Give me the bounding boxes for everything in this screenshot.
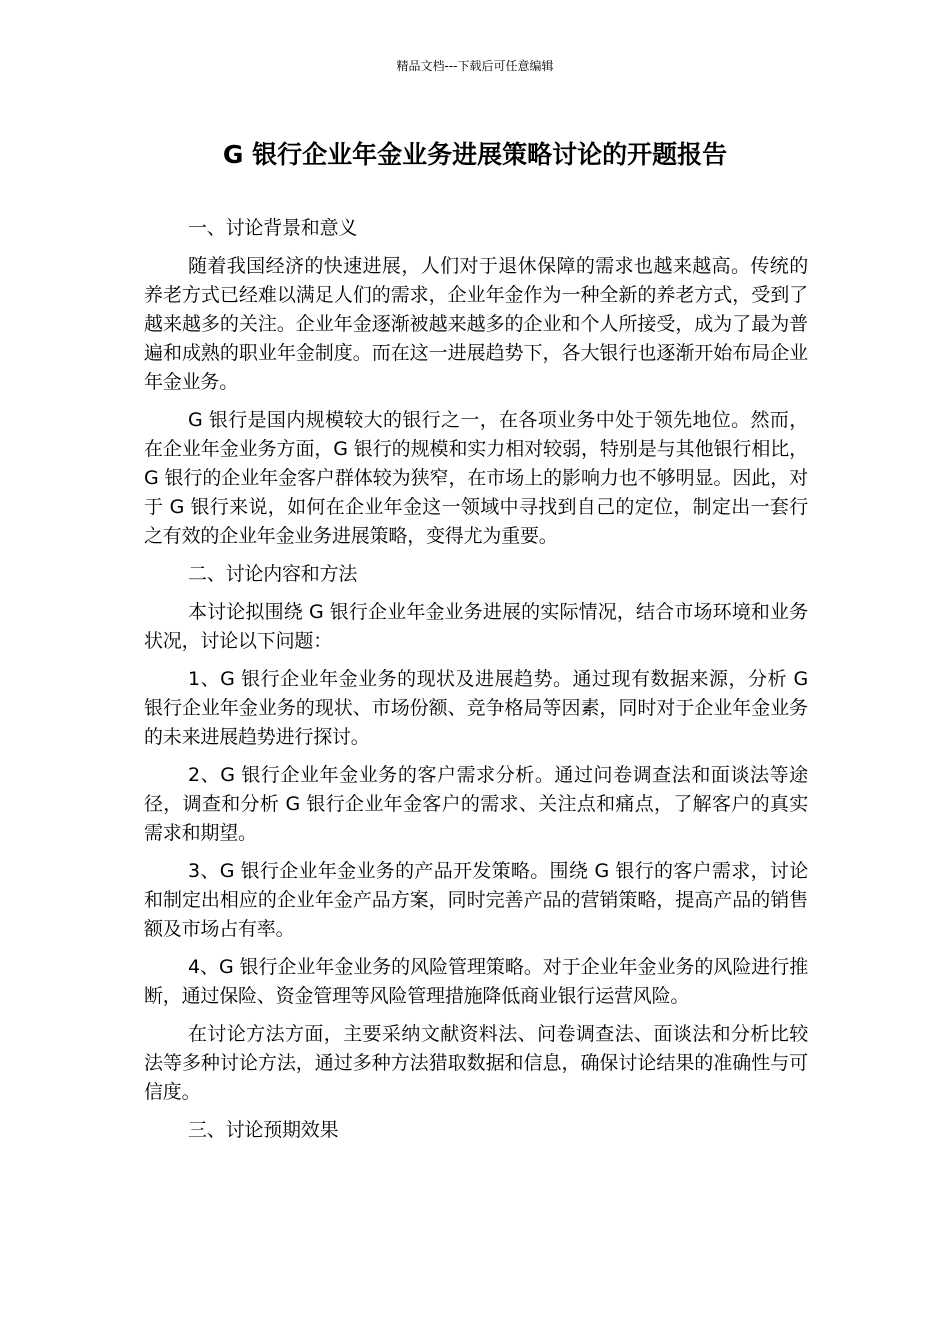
list-item-4: 4、G 银行企业年金业务的风险管理策略。对于企业年金业务的风险进行推断，通过保险、资金管理等风险管理措施降低商业银行运营风险。 (144, 956, 808, 1007)
paragraph-methods: 在讨论方法方面，主要采纳文献资料法、问卷调查法、面谈法和分析比较法等多种讨论方法，通过多种方法猎取数据和信息，确保讨论结果的准确性与可信度。 (144, 1023, 808, 1103)
paragraph-background-1: 随着我国经济的快速进展，人们对于退休保障的需求也越来越高。传统的养老方式已经难以满足人们的需求，企业年金作为一种全新的养老方式，受到了越来越多的关注。企业年金逐渐被越来越多的企业和个人所接受，成为了最为普遍和成熟的职业年金制度。而在这一进展趋势下，各大银行也逐渐开始布局企业年金业务。 (144, 255, 808, 393)
document-body (144, 214, 808, 1154)
list-item-2: 2、G 银行企业年金业务的客户需求分析。通过问卷调查法和面谈法等途径，调查和分析 G 银行企业年金客户的需求、关注点和痛点，了解客户的真实需求和期望。 (144, 764, 808, 844)
list-item-3: 3、G 银行企业年金业务的产品开发策略。围绕 G 银行的客户需求，讨论和制定出相应的企业年金产品方案，同时完善产品的营销策略，提高产品的销售额及市场占有率。 (144, 860, 808, 940)
section-heading-content-methods: 二、讨论内容和方法 (188, 563, 358, 585)
section-heading-expected-results: 三、讨论预期效果 (188, 1119, 339, 1141)
document-title: G 银行企业年金业务进展策略讨论的开题报告 (222, 140, 728, 169)
list-item-1: 1、G 银行企业年金业务的现状及进展趋势。通过现有数据来源，分析 G 银行企业年金业务的现状、市场份额、竞争格局等因素，同时对于企业年金业务的未来进展趋势进行探讨。 (144, 668, 808, 748)
header-note: 精品文档---下载后可任意编辑 (396, 59, 554, 73)
paragraph-content-intro: 本讨论拟围绕 G 银行企业年金业务进展的实际情况，结合市场环境和业务状况，讨论以下问题： (144, 601, 808, 652)
paragraph-background-2: G 银行是国内规模较大的银行之一，在各项业务中处于领先地位。然而，在企业年金业务方面，G 银行的规模和实力相对较弱，特别是与其他银行相比，G 银行的企业年金客户群体较为狭窄，在市场上的影响力也不够明显。因此，对于 G 银行来说，如何在企业年金这一领域中寻找到自己的定位，制定出一套行之有效的企业年金业务进展策略，变得尤为重要。 (144, 409, 808, 547)
section-heading-background: 一、讨论背景和意义 (188, 217, 358, 239)
